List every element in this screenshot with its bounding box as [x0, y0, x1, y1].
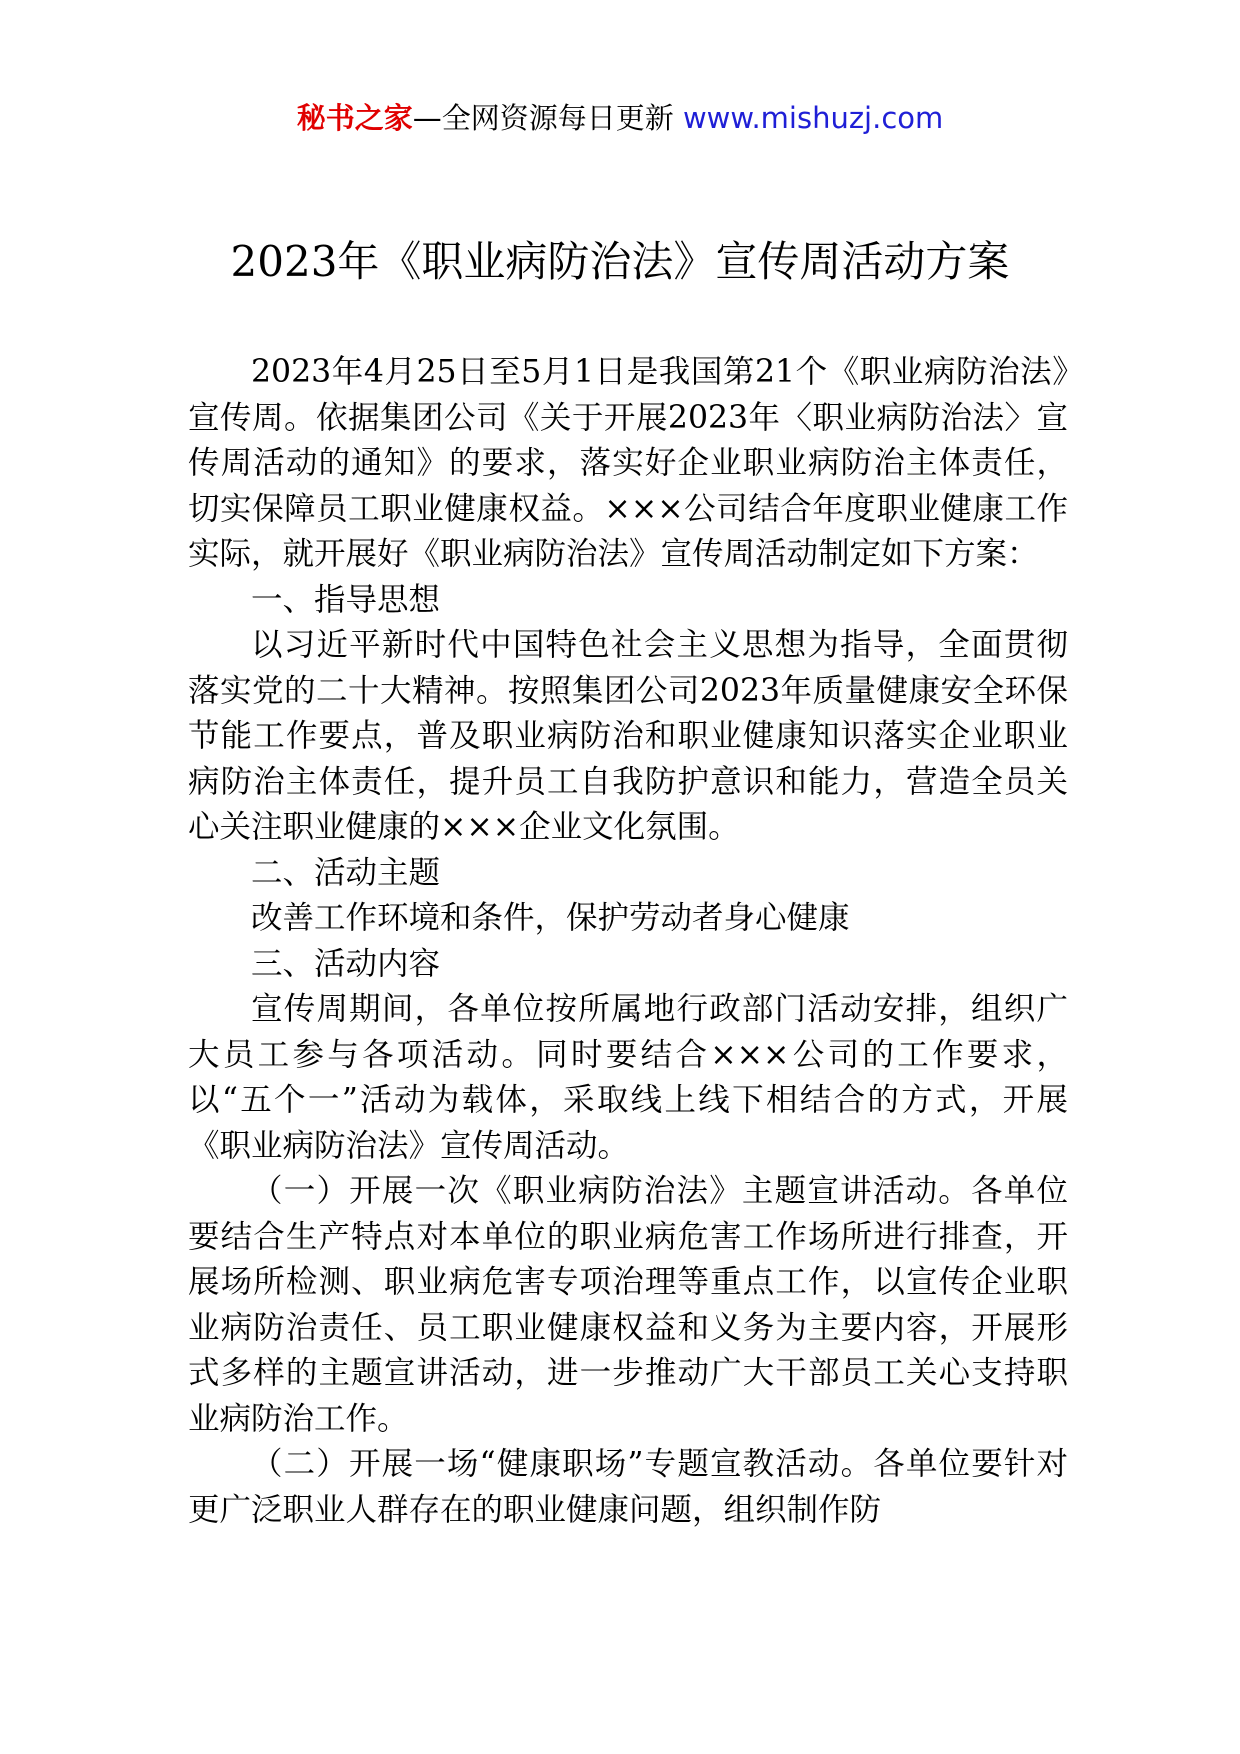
activity-content-paragraph: 宣传周期间，各单位按所属地行政部门活动安排，组织广大员工参与各项活动。同时要结合×××公司的工作要求，以“五个一”活动为载体，采取线上线下相结合的方式，开展《职业病防治法》宣传周活动。 — [188, 991, 1068, 1164]
activity-theme-paragraph: 改善工作环境和条件，保护劳动者身心健康 — [251, 900, 850, 936]
site-tagline: —全网资源每日更新 — [412, 101, 683, 135]
guiding-thought-paragraph: 以习近平新时代中国特色社会主义思想为指导，全面贯彻落实党的二十大精神。按照集团公司2023年质量健康安全环保节能工作要点，普及职业病防治和职业健康知识落实企业职业病防治主体责任，提升员工自我防护意识和能力，营造全员关心关注职业健康的×××企业文化氛围。 — [188, 627, 1068, 845]
document-body — [188, 350, 1068, 1533]
document-title: 2023年《职业病防治法》宣传周活动方案 — [230, 237, 1010, 286]
site-header — [0, 98, 1240, 138]
activity-item-1-paragraph: （一）开展一次《职业病防治法》主题宣讲活动。各单位要结合生产特点对本单位的职业病危害工作场所进行排查，开展场所检测、职业病危害专项治理等重点工作，以宣传企业职业病防治责任、员工职业健康权益和义务为主要内容，开展形式多样的主题宣讲活动，进一步推动广大干部员工关心支持职业病防治工作。 — [188, 1173, 1068, 1437]
intro-paragraph: 2023年4月25日至5月1日是我国第21个《职业病防治法》宣传周。依据集团公司《关于开展2023年〈职业病防治法〉宣传周活动的通知》的要求，落实好企业职业病防治主体责任，切实保障员工职业健康权益。×××公司结合年度职业健康工作实际，就开展好《职业病防治法》宣传周活动制定如下方案： — [188, 354, 1068, 572]
site-url-link[interactable]: www.mishuzj.com — [682, 101, 944, 135]
activity-item-2-paragraph: （二）开展一场“健康职场”专题宣教活动。各单位要针对更广泛职业人群存在的职业健康问题，组织制作防 — [188, 1446, 1068, 1528]
section-heading-activity-content: 三、活动内容 — [251, 945, 441, 982]
site-brand: 秘书之家 — [296, 101, 413, 135]
section-heading-guiding-thought: 一、指导思想 — [251, 581, 441, 618]
section-heading-activity-theme: 二、活动主题 — [251, 854, 441, 891]
